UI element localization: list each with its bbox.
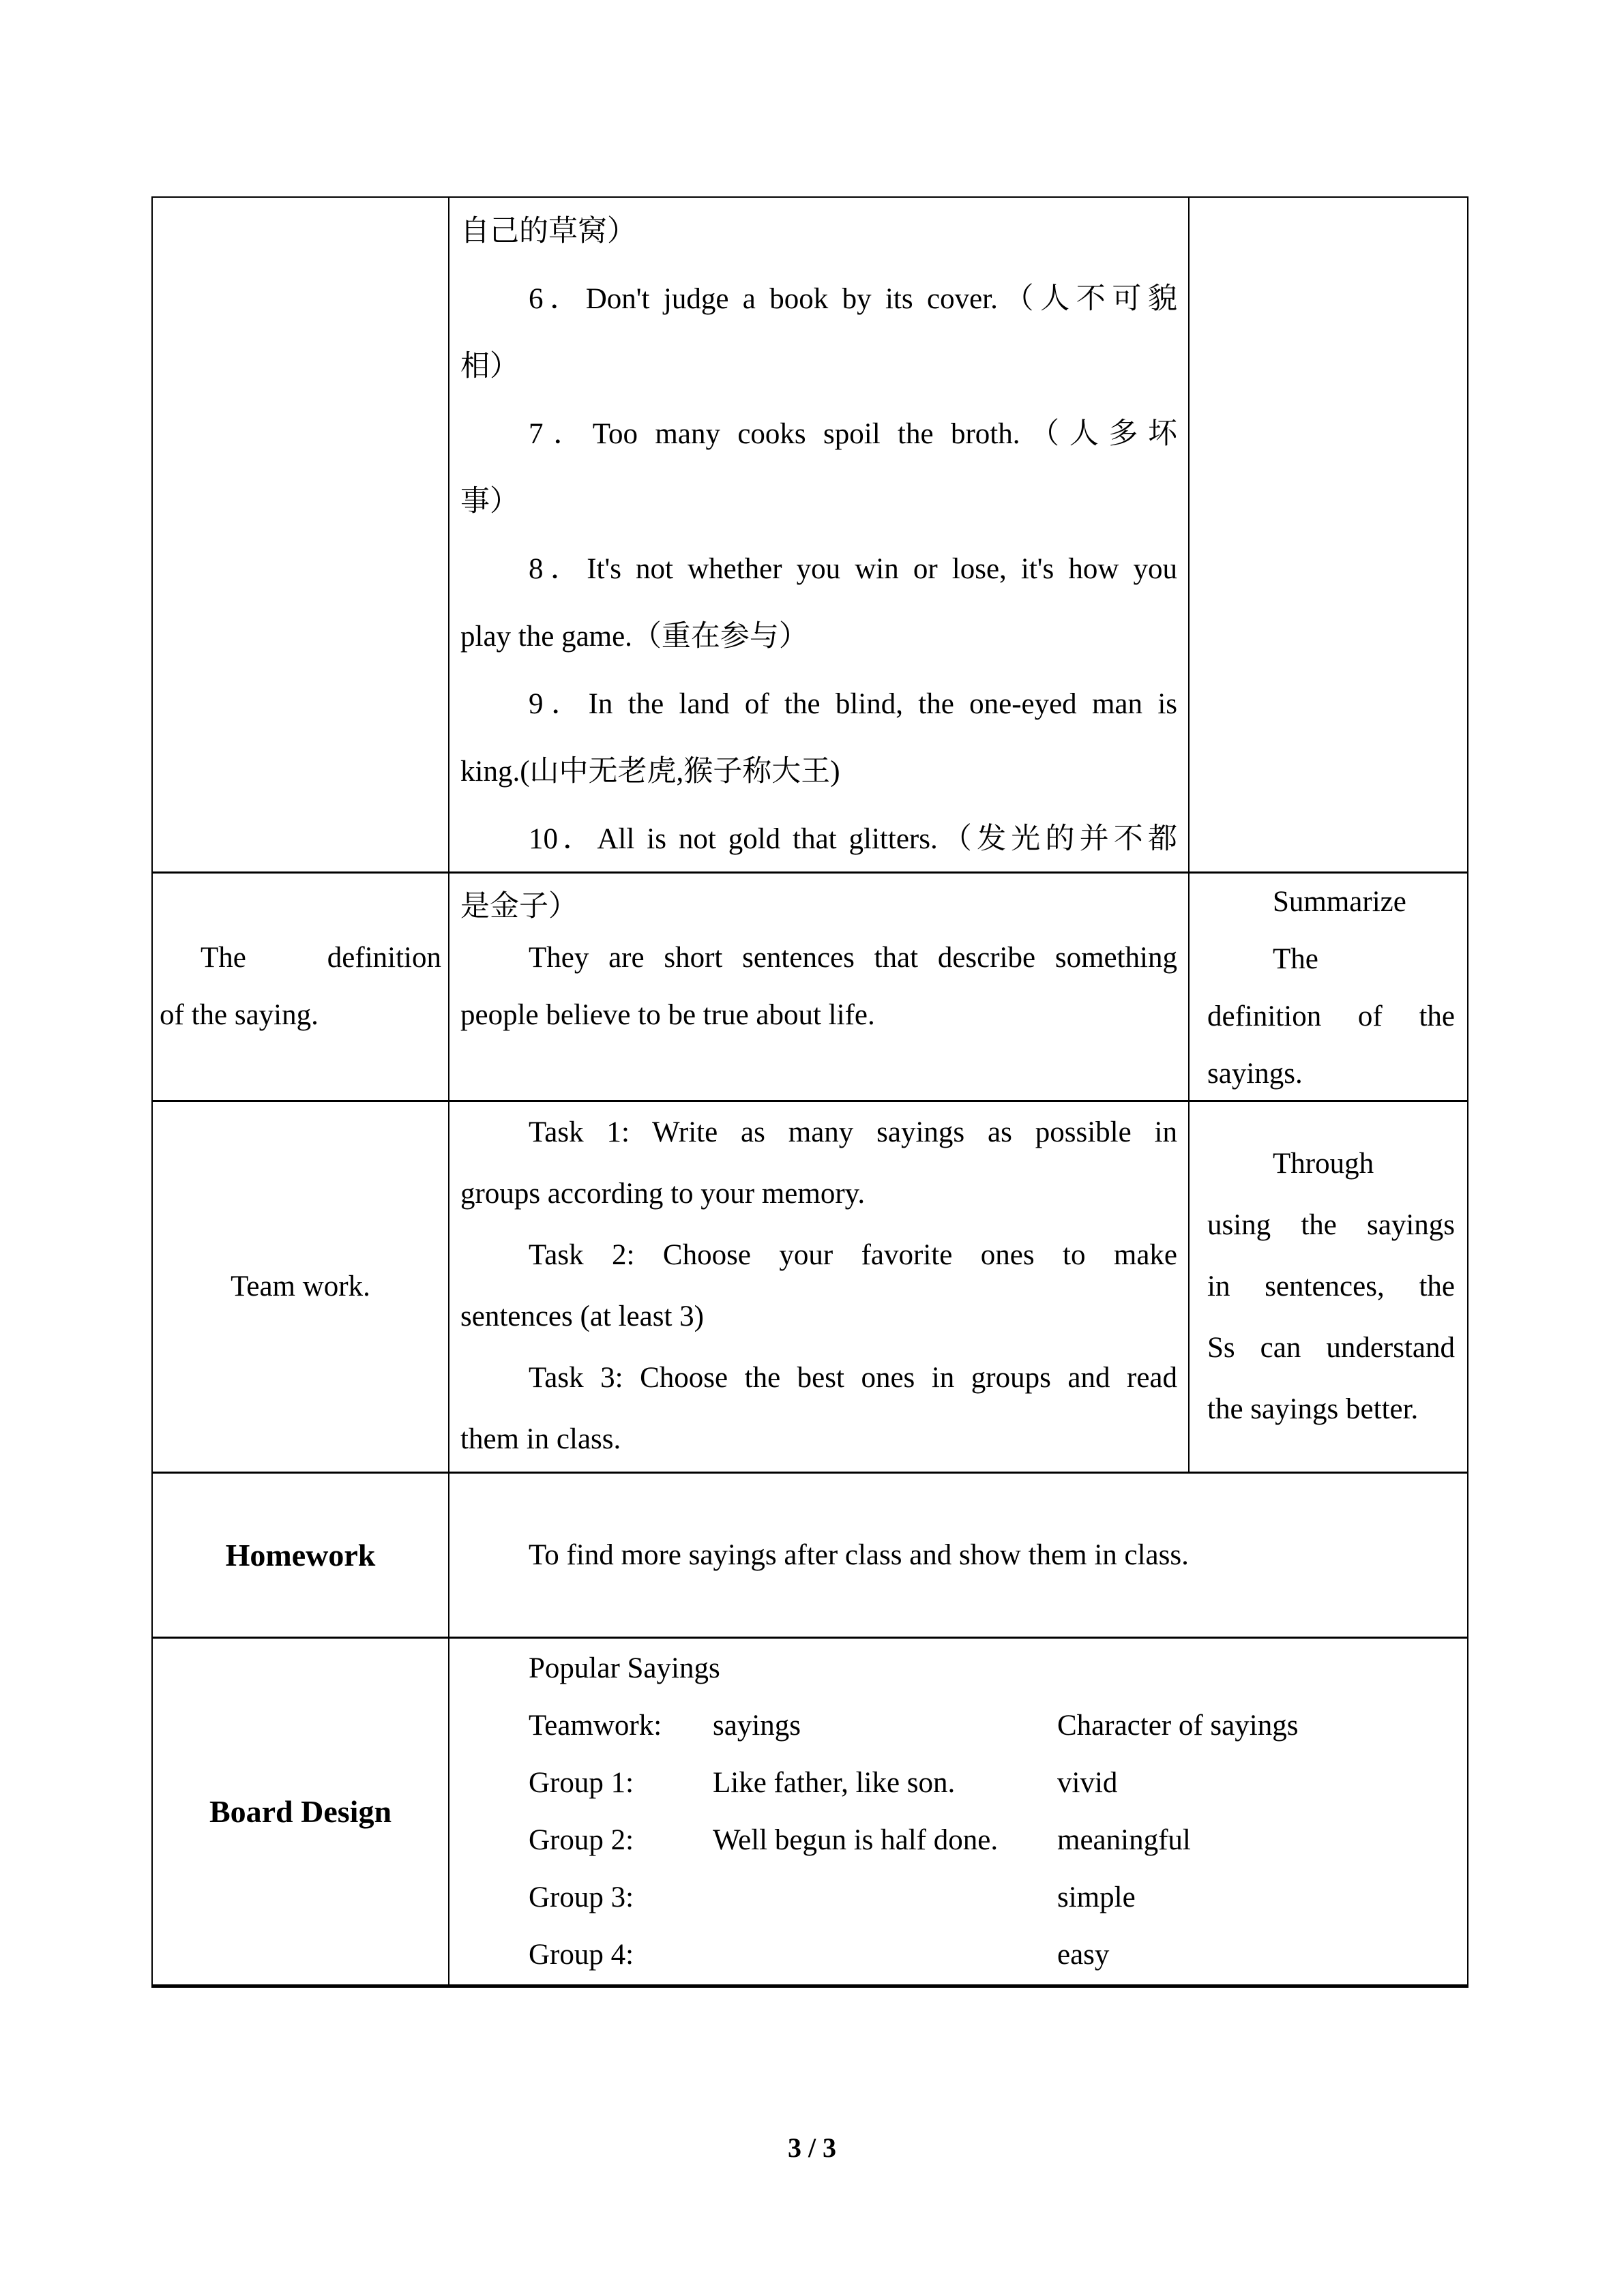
purpose-summarize: Summarize <box>1273 886 1406 918</box>
homework-label: Homework <box>225 1538 376 1572</box>
board-design-label: Board Design <box>209 1794 392 1829</box>
task-2: Task 2: Choose your favorite ones to make sentences (at least 3) <box>460 1239 1177 1332</box>
board-line-group2: Group 2: Well begun is half done. meaningful <box>529 1824 1191 1856</box>
board-line-header <box>460 1697 1456 1755</box>
teamwork-tasks-cell <box>449 1102 1188 1472</box>
board-line-group4: Group 4: easy <box>529 1939 1110 1971</box>
definition-step-label: The definition of the saying. <box>160 942 441 1031</box>
board-line-title <box>460 1640 1456 1697</box>
teamwork-step-label: Team work. <box>231 1270 370 1302</box>
definition-text: They are short sentences that describe something people believe to be true about life. <box>460 942 1177 1031</box>
board-line-group1: Group 1: Like father, like son. vivid <box>529 1767 1118 1799</box>
saying-item-10: 10．All is not gold that glitters.（发光的并不都 是金子） <box>460 823 1177 923</box>
definition-purpose-cell <box>1190 874 1467 1100</box>
definition-content-cell <box>449 874 1188 1100</box>
homework-text: To find more sayings after class and show them in class. <box>529 1538 1189 1571</box>
board-line-group3: Group 3: simple <box>529 1881 1136 1913</box>
table-border-right <box>1467 196 1468 1988</box>
homework-content-cell <box>449 1474 1467 1637</box>
board-col-teamwork: Teamwork: <box>529 1710 662 1742</box>
purpose-definition: The definition of the sayings. <box>1207 943 1455 1090</box>
saying-item-8: 8．It's not whether you win or lose, it's how you play the game.（重在参与） <box>460 553 1177 653</box>
homework-label-cell <box>153 1474 448 1637</box>
lesson-plan-table <box>151 196 1468 1988</box>
saying-item-6: 6．Don't judge a book by its cover.（人不可貌 相） <box>460 283 1177 383</box>
board-design-content-cell <box>449 1639 1467 1986</box>
task-1: Task 1: Write as many sayings as possible in groups according to your memory. <box>460 1116 1177 1210</box>
board-col-character: Character of sayings <box>1057 1710 1299 1742</box>
board-col-sayings: sayings <box>713 1710 801 1742</box>
page-number: 3 / 3 <box>787 2132 837 2163</box>
definition-step-cell <box>153 874 448 1100</box>
task-3: Task 3: Choose the best ones in groups and read them in class. <box>460 1362 1177 1455</box>
sayings-list-cell <box>449 198 1188 923</box>
teamwork-purpose-cell <box>1190 1102 1467 1472</box>
saying-item-9: 9．In the land of the blind, the one-eyed man is king.(山中无老虎,猴子称大王) <box>460 688 1177 788</box>
teamwork-step-cell <box>153 1102 448 1472</box>
saying-continuation: 自己的草窝） <box>460 215 636 248</box>
board-title: Popular Sayings <box>529 1652 720 1684</box>
board-design-label-cell <box>153 1639 448 1984</box>
teamwork-purpose-text: Through using the sayings in sentences, the Ss can understand the sayings better. <box>1207 1148 1455 1425</box>
saying-item-7: 7．Too many cooks spoil the broth.（人多坏 事） <box>460 418 1177 518</box>
